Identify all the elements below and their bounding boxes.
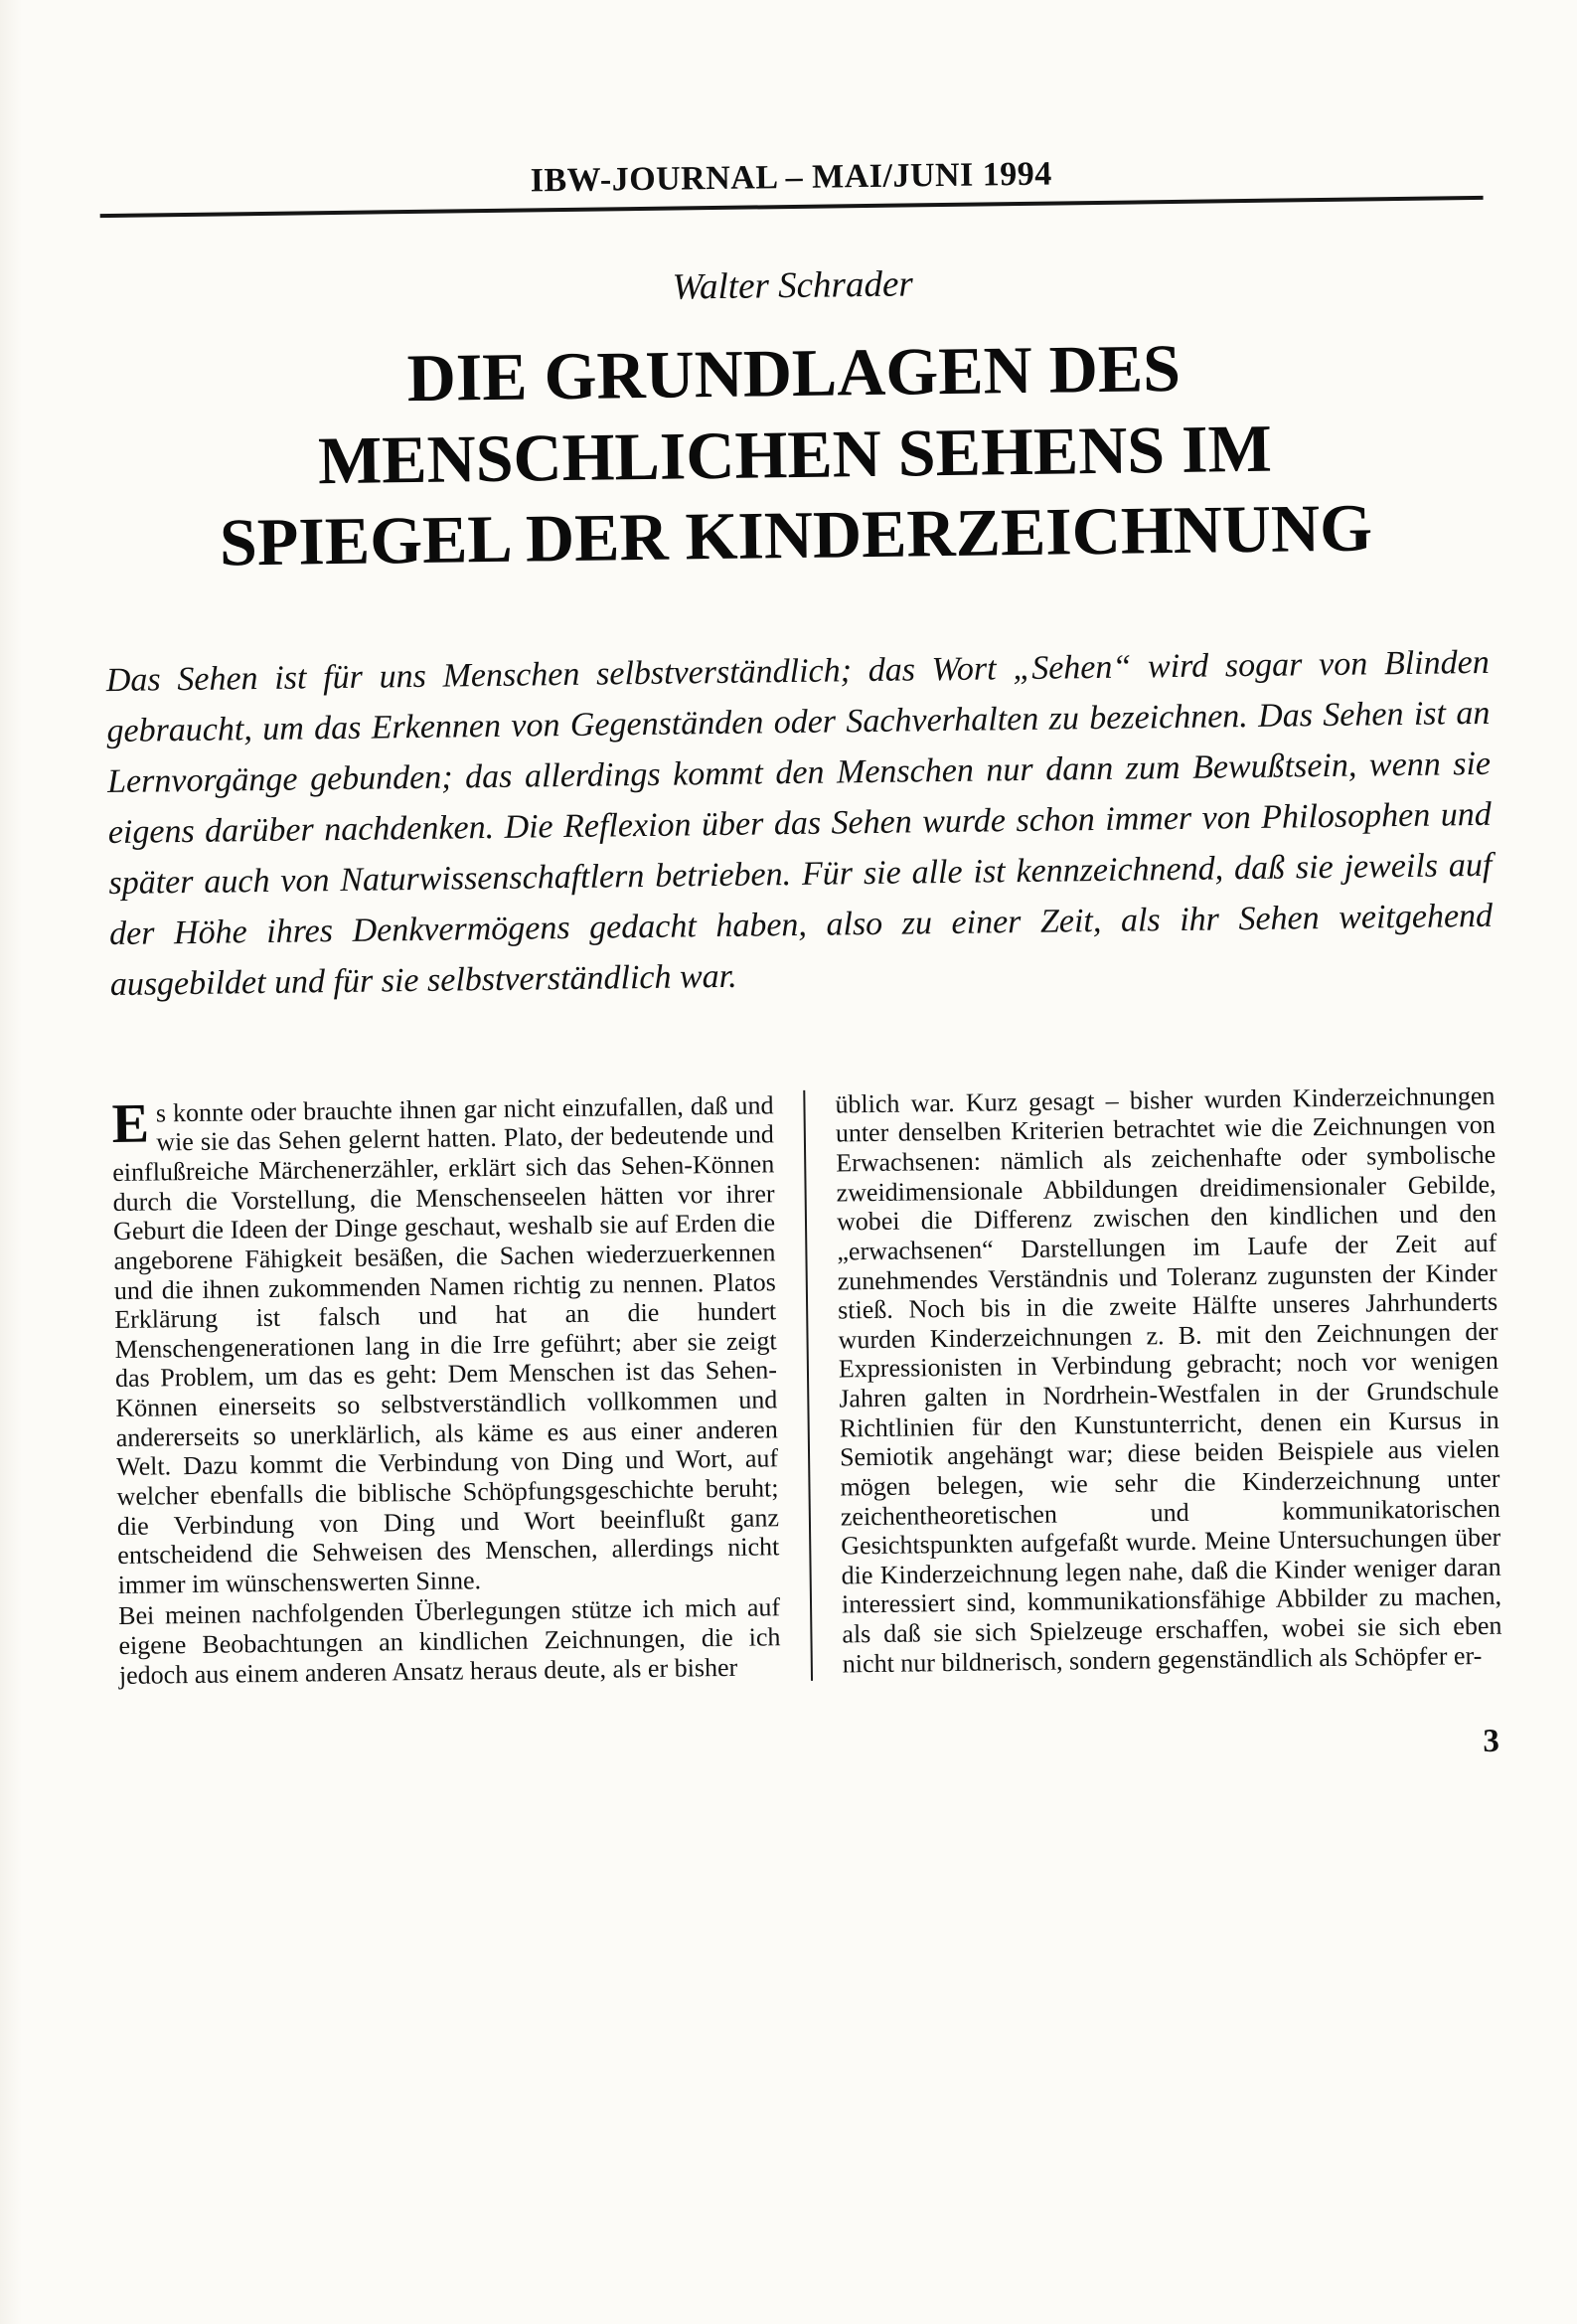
article-title — [101, 324, 1488, 585]
body-paragraph — [111, 1090, 780, 1599]
journal-title-line: IBW-JOURNAL – MAI/JUNI 1994 — [530, 155, 1053, 200]
body-paragraph: Bei meinen nachfolgenden Überlegungen stütze ich mich auf eigene Beobachtungen an kindlichen Zeichnungen, die ich jedoch aus einem anderen Ansatz heraus deute, als er bisher — [117, 1592, 781, 1690]
right-column — [803, 1081, 1502, 1682]
page-number: 3 — [1483, 1724, 1500, 1760]
drop-cap-initial: E — [111, 1092, 150, 1155]
page-header — [99, 150, 1484, 218]
body-paragraph-text: s konnte oder brauchte ihnen gar nicht einzufallen, daß und wie sie das Sehen gelernt hatten. Plato, der bedeutende und einflußreiche Märchenerzähler, erklärt sich das Sehen-Können durch die Vorstellung, die Menschenseelen hätten vor ihrer Geburt die Ideen der Dinge geschaut, weshalb sie auf Erden die angeborene Fähigkeit besäßen, die Sachen wiederzuerkennen und die ihnen zukommenden Namen richtig zu nennen. Platos Erklärung ist falsch und hat an die hundert Menschengenerationen lang in die Irre geführt; aber sie zeigt das Problem, um das es geht: Dem Menschen ist das Sehen-Können einerseits so selbstverständlich vollkommen und andererseits so unerklärlich, als käme es aus einer anderen Welt. Dazu kommt die Verbindung von Ding und Wort, auf welcher ebenfalls die biblische Schöpfungsgeschichte beruht; die Verbindung von Ding und Wort beeinflußt ganz entscheidend die Sehweisen des Menschen, allerdings nicht immer im wünschenswerten Sinne. — [112, 1090, 780, 1599]
article-title-line-2: MENSCHLICHEN SEHENS IM — [317, 410, 1273, 498]
article-title-line-3: SPIEGEL DER KINDERZEICHNUNG — [219, 489, 1373, 581]
body-paragraph: üblich war. Kurz gesagt – bisher wurden Kinderzeichnungen unter denselben Kriterien betrachtet wie die Zeichnungen von Erwachsenen: nämlich als zeichenhafte oder symbolische zweidimensionale Abbildungen dreidimensionaler Gebilde, wobei die Differenz zwischen den kindlichen und den „erwachsenen“ Darstellungen im Laufe der Zeit auf zunehmendes Verständnis und Toleranz zugunsten der Kinder stieß. Noch bis in die zweite Hälfte unseres Jahrhunderts wurden Kinderzeichnungen z. B. mit den Zeichnungen der Expressionisten in Verbindung gebracht; noch vor wenigen Jahren galten in Nordrhein-Westfalen in der Grundschule Richtlinien für den Kunstunterricht, denen ein Kursus in Semiotik angehängt war; diese beiden Beispiele aus vielen mögen belegen, wie sehr die Kinderzeichnung unter zeichentheoretischen und kommunikatorischen Gesichtspunkten aufgefaßt wurde. Meine Untersuchungen über die Kinderzeichnung legen nahe, daß die Kinder weniger daran interessiert sind, kommunikationsfähige Abbilder zu machen, als daß sie sich Spielzeuge erschaffen, wobei sie sich eben nicht nur bildnerisch, sondern gegenständlich als Schöpfer er- — [835, 1080, 1502, 1679]
body-columns — [111, 1081, 1502, 1691]
page-content — [99, 150, 1503, 1778]
author-name: Walter Schrader — [672, 263, 914, 308]
left-column — [111, 1090, 811, 1691]
abstract-paragraph: Das Sehen ist für uns Menschen selbstverständlich; das Wort „Sehen“ wird sogar von Blinden gebraucht, um das Erkennen von Gegenständen oder Sachverhalten zu bezeichnen. Das Sehen ist an Lernvorgänge gebunden; das allerdings kommt den Menschen nur dann zum Bewußtsein, wenn sie eigens darüber nachdenken. Die Reflexion über das Sehen wurde schon immer von Philosophen und später auch von Naturwissenschaftlern betrieben. Für sie alle ist kennzeichnend, daß sie jeweils auf der Höhe ihres Denkvermögens gedacht haben, also zu einer Zeit, als ihr Sehen weitgehend ausgebildet und für sie selbstverständlich war. — [105, 643, 1494, 1003]
article-title-line-1: DIE GRUNDLAGEN DES — [406, 329, 1182, 416]
